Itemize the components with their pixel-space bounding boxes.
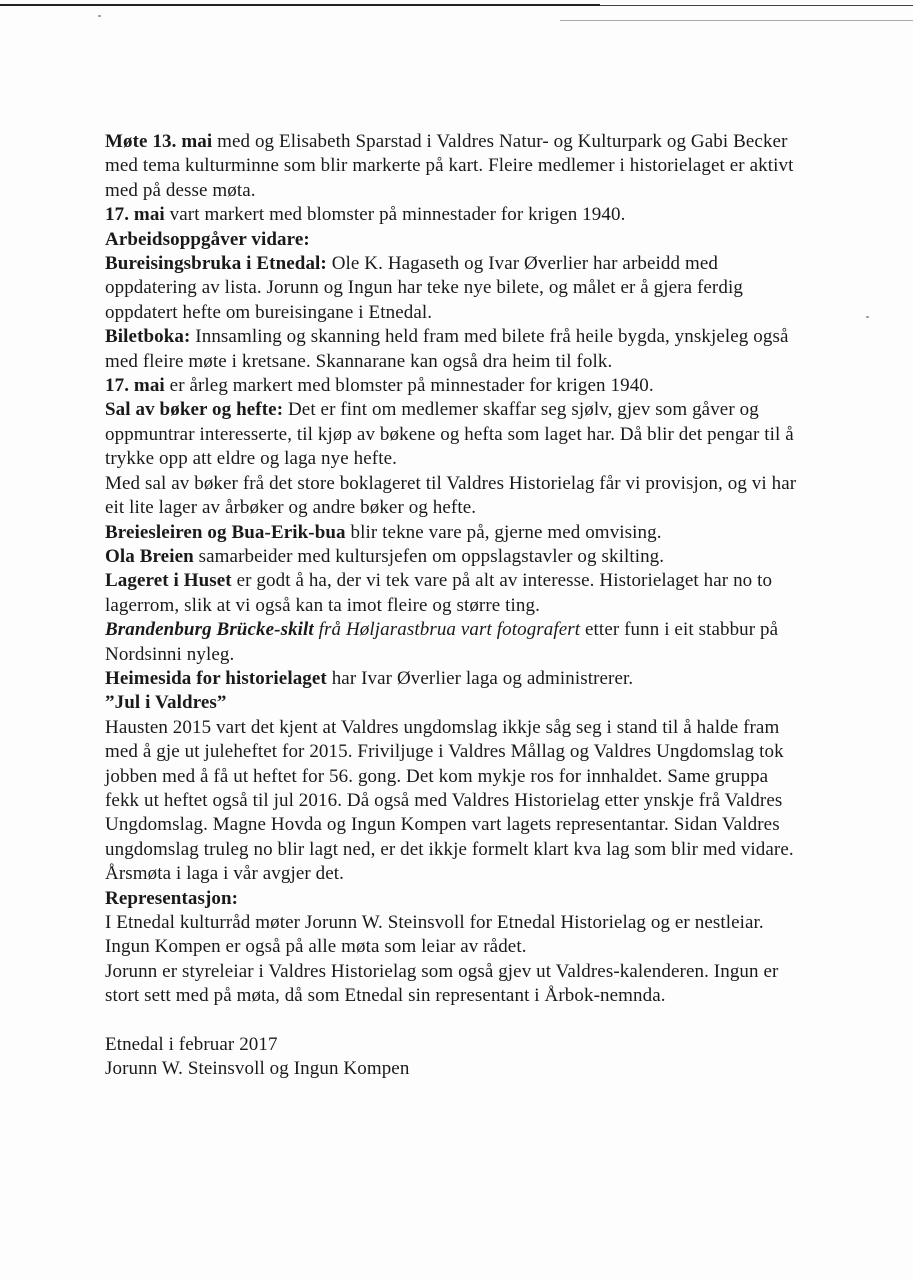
- heading-representasjon: [105, 887, 805, 911]
- scan-speck: [98, 15, 101, 17]
- signature-names: Jorunn W. Steinsvoll og Ingun Kompen: [105, 1058, 410, 1080]
- paragraph-text: Med sal av bøker frå det store boklageret til Valdres Historielag får vi provisjon, og vi har eit lite lager av årbøker og andre bøker og hefte.: [105, 472, 797, 519]
- paragraph-styreleiar: [105, 960, 805, 1009]
- paragraph-lead: Lageret i Huset: [105, 570, 232, 592]
- paragraph-lead: Brandenburg Brücke-skilt: [105, 619, 314, 641]
- paragraph-text: er godt å ha, der vi tek vare på alt av interesse. Historielaget har no to lagerrom, slik at vi også kan ta imot fleire og større ting.: [105, 570, 773, 616]
- scan-speck: [866, 316, 869, 318]
- paragraph-text: med og Elisabeth Sparstad i Valdres Natur- og Kulturpark og Gabi Becker med tema kulturminne som blir markerte på kart. Fleire medlemer i historielaget er aktivt med på desse møta.: [105, 131, 794, 201]
- signature-place-date: Etnedal i februar 2017: [105, 1033, 278, 1055]
- paragraph-heimesida: [105, 667, 805, 691]
- heading-arbeidsoppgaver: [105, 228, 805, 252]
- paragraph-text: etter funn i eit stabbur på Nordsinni nyleg.: [105, 619, 779, 665]
- paragraph-lead: Sal av bøker og hefte:: [105, 399, 284, 421]
- paragraph-bureisingsbruka: [105, 252, 805, 325]
- paragraph-kulturrad: [105, 911, 805, 960]
- paragraph-text: vart markert med blomster på minnestader for krigen 1940.: [164, 204, 626, 226]
- paragraph-lead: Breiesleiren og Bua-Erik-bua: [105, 521, 346, 543]
- scan-edge-line: [0, 4, 600, 6]
- paragraph-text: er årleg markert med blomster på minnestader for krigen 1940.: [164, 375, 654, 397]
- document-body: [105, 130, 805, 1081]
- paragraph-lead: 17. mai: [105, 204, 165, 226]
- paragraph-text: Hausten 2015 vart det kjent at Valdres ungdomslag ikkje såg seg i stand til å halde fram med å gje ut juleheftet for 2015. Friviljuge i Valdres Mållag og Valdres Ungdomslag tok jobben med å få ut heftet for 56. gong. Det kom mykje ros for innhaldet. Same gruppa fekk ut heftet også til jul 2016. Då også med Valdres Historielag etter ynskje frå Valdres Ungdomslag. Magne Hovda og Ingun Kompen vart lagets representantar. Sidan Valdres ungdomslag truleg no blir lagt ned, er det ikkje formelt klart kva lag som blir med vidare. Årsmøta i laga i vår avgjer det.: [105, 716, 794, 885]
- paragraph-17-mai: [105, 203, 805, 227]
- section-heading: ”Jul i Valdres”: [105, 692, 227, 714]
- paragraph-biletboka: [105, 325, 805, 374]
- paragraph-lead: Ola Breien: [105, 545, 194, 567]
- paragraph-text: Ole K. Hagaseth og Ivar Øverlier har arbeidd med oppdatering av lista. Jorunn og Ingun har teke nye bilete, og målet er å gjera ferdig oppdatert hefte om bureisingane i Etnedal.: [105, 253, 743, 323]
- paragraph-sal-av-boker: [105, 398, 805, 471]
- scan-edge-line-right: [600, 5, 913, 6]
- paragraph-text: Innsamling og skanning held fram med bilete frå heile bygda, ynskjeleg også med fleire møte i kretsane. Skannarane kan også dra heim til folk.: [105, 326, 789, 372]
- spacer: [105, 1009, 805, 1033]
- paragraph-lead: Heimesida for historielaget: [105, 667, 327, 689]
- paragraph-ola-breien: [105, 545, 805, 569]
- paragraph-mote-13-mai: [105, 130, 805, 203]
- paragraph-brandenburg: [105, 618, 805, 667]
- scan-edge-line-faint: [560, 20, 913, 21]
- section-heading: Arbeidsoppgåver vidare:: [105, 228, 310, 250]
- paragraph-hausten-2015: [105, 716, 805, 887]
- paragraph-text: samarbeider med kultursjefen om oppslagstavler og skilting.: [193, 545, 665, 567]
- paragraph-lead: Biletboka:: [105, 326, 191, 348]
- paragraph-lead: 17. mai: [105, 375, 165, 397]
- paragraph-lead: Møte 13. mai: [105, 131, 213, 152]
- paragraph-lageret: [105, 569, 805, 618]
- paragraph-breiesleiren: [105, 521, 805, 545]
- heading-jul-i-valdres: [105, 691, 805, 715]
- paragraph-text: blir tekne vare på, gjerne med omvising.: [345, 521, 662, 543]
- paragraph-text: Det er fint om medlemer skaffar seg sjølv, gjev som gåver og oppmuntrar interesserte, til kjøp av bøkene og hefta som laget har. Då blir det pengar til å trykke opp att eldre og laga nye hefte.: [105, 399, 794, 470]
- paragraph-text: I Etnedal kulturråd møter Jorunn W. Steinsvoll for Etnedal Historielag og er nestleiar. Ingun Kompen er også på alle møta som leiar av rådet.: [105, 912, 764, 958]
- paragraph-italic-text: frå Høljarastbrua vart fotografert: [313, 619, 581, 641]
- paragraph-text: Jorunn er styreleiar i Valdres Historielag som også gjev ut Valdres-kalenderen. Ingun er stort sett med på møta, då som Etnedal sin representant i Årbok-nemnda.: [105, 960, 779, 1007]
- paragraph-boklageret: [105, 472, 805, 521]
- section-heading: Representasjon:: [105, 887, 239, 909]
- paragraph-17-mai-arleg: [105, 374, 805, 398]
- paragraph-text: har Ivar Øverlier laga og administrerer.: [326, 667, 634, 689]
- paragraph-lead: Bureisingsbruka i Etnedal:: [105, 253, 327, 275]
